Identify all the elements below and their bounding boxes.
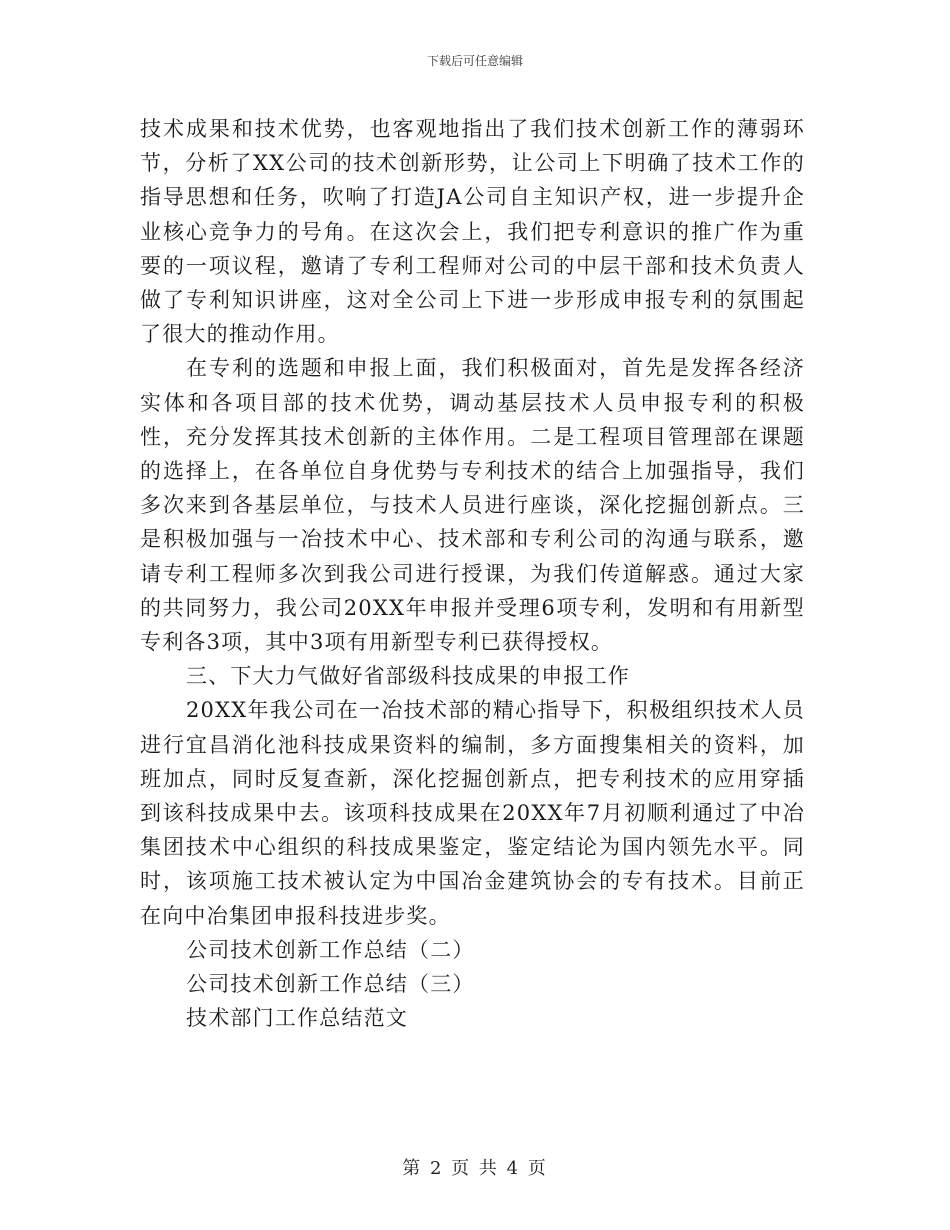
related-link-dept-summary: 技术部门工作总结范文 (186, 1006, 408, 1031)
related-link-summary-2: 公司技术创新工作总结（二） (186, 937, 475, 962)
section-heading-3: 三、下大力气做好省部级科技成果的申报工作 (186, 664, 630, 689)
page-footer: 第 2 页 共 4 页 (402, 1158, 548, 1179)
related-link-summary-3: 公司技术创新工作总结（三） (186, 972, 475, 997)
document-body (140, 112, 805, 1035)
paragraph-patent-application: 在专利的选题和申报上面，我们积极面对，首先是发挥各经济实体和各项目部的技术优势，调动基层技术人员申报专利的积极性，充分发挥其技术创新的主体作用。二是工程项目管理部在课题的选择上，在各单位自身优势与专利技术的结合上加强指导，我们多次来到各基层单位，与技术人员进行座谈，深化挖掘创新点。三是积极加强与一冶技术中心、技术部和专利公司的沟通与联系，邀请专利工程师多次到我公司进行授课，为我们传道解惑。通过大家的共同努力，我公司20XX年申报并受理6项专利，发明和有用新型专利各3项，其中3项有用新型专利已获得授权。 (140, 356, 805, 655)
page-header: 下载后可任意编辑 (426, 54, 523, 68)
paragraph-continued: 技术成果和技术优势，也客观地指出了我们技术创新工作的薄弱环节，分析了XX公司的技术创新形势，让公司上下明确了技术工作的指导思想和任务，吹响了打造JA公司自主知识产权，进一步提升企业核心竞争力的号角。在这次会上，我们把专利意识的推广作为重要的一项议程，邀请了专利工程师对公司的中层干部和技术负责人做了专利知识讲座，这对全公司上下进一步形成申报专利的氛围起了很大的推动作用。 (140, 117, 805, 347)
paragraph-tech-achievement: 20XX年我公司在一冶技术部的精心指导下，积极组织技术人员进行宜昌消化池科技成果资料的编制，多方面搜集相关的资料，加班加点，同时反复查新，深化挖掘创新点，把专利技术的应用穿插到该科技成果中去。该项科技成果在20XX年7月初顺利通过了中冶集团技术中心组织的科技成果鉴定，鉴定结论为国内领先水平。同时，该项施工技术被认定为中国冶金建筑协会的专有技术。目前正在向中冶集团申报科技进步奖。 (140, 698, 805, 928)
